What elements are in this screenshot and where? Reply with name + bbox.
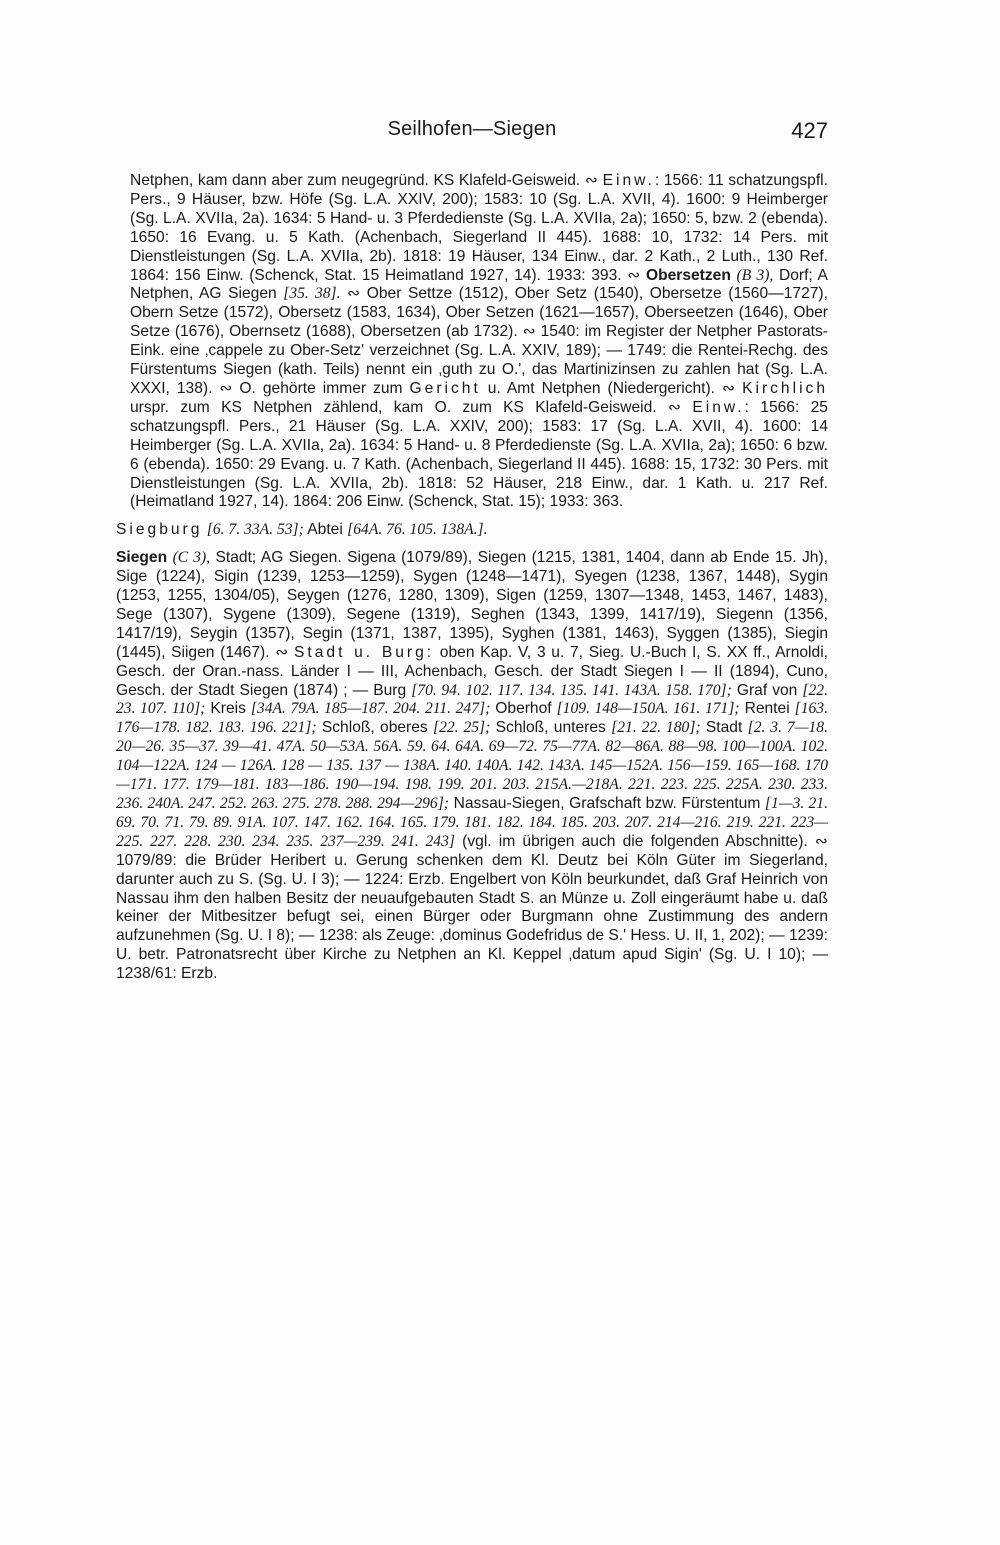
entry-text: Netphen, kam dann aber zum neugegründ. KS Klafeld-Geisweid. ∾ <box>130 172 598 189</box>
entry-netphen-continuation <box>116 172 828 512</box>
entry-text: ∾ Ober Settze (1512), Ober Setz (1540), Obersetze (1560—1727), Obern Setze (1572), Obersetz (1583, 1634), Ober Setzen (1621—1657), Oberseetzen (1646), Ober Setze (1676), Obernsetz (1688), Obersetzen (ab 1732). ∾ 1540: im Register der Netpher Pastorats-Eink. eine ‚cappele zu Ober-Setz' verzeichnet (Sg. L.A. XXIV, 189); — 1749: die Rentei-Rechg. des Fürstentums Siegen (kath. Teils) nennt ein ‚guth zu O.', das Martinizinsen zu zahlen hat (Sg. L.A. XXXI, 138). ∾ O. gehörte immer zum <box>130 285 828 397</box>
map-refs: [34A. 79A. 185—187. 204. 211. 247]; <box>250 700 491 718</box>
map-refs: [22. 25]; <box>433 719 491 737</box>
map-grid-ref: (B 3), <box>736 266 774 284</box>
spaced-label-einw: Einw. <box>692 398 745 416</box>
entry-keyword-siegburg: Siegburg <box>116 521 203 539</box>
map-refs: [2. 3. 7—18. 20—26. 35—37. 39—41. 47A. 50—53A. 56A. 59. 64. 64A. 69—72. 75—77A. 82—86A. 88—98. 100—100A. 102. 104—122A. 124 — 126A. 128 — 135. 137 — 138A. 140. 140A. 142. 143A. 145—152A. 156—159. 165—168. 170—171. 177. 179—181. 183—186. 190—194. 198. 199. 201. 203. 215A.—218A. 221. 223. 225. 225A. 230. 233. 236. 240A. 247. 252. 263. 275. 278. 288. 294—296]; <box>116 719 828 812</box>
entry-text: u. Amt Netphen (Niedergericht). ∾ <box>487 379 736 397</box>
map-refs: [109. 148—150A. 161. 171]; <box>556 700 740 718</box>
map-refs: [1—3. 21. 69. 70. 71. 79. 89. 91A. 107. 147. 162. 164. 165. 179. 181. 182. 184. 185. 203. 207. 214—216. 219. 221. 223—225. 227. 228. 230. 234. 235. 237—239. 241. 243] <box>116 795 828 850</box>
map-grid-ref: (C 3), <box>172 549 211 567</box>
map-refs: [21. 22. 180]; <box>611 719 701 737</box>
page-body <box>116 172 828 984</box>
entry-text: : 1566: 11 schatzungspfl. Pers., 9 Häuser, bzw. Höfe (Sg. L.A. XXIV, 200); 1583: 10 (Sg. L.A. XVII, 4). 1600: 9 Heimberger (Sg. L.A. XVIIa, 2a). 1634: 5 Hand- u. 3 Pferdedienste (Sg. L.A. XVIIa, 2a); 1650: 5, bzw. 2 (ebenda). 1650: 16 Evang. u. 5 Kath. (Achenbach, Siegerland II 445). 1688: 10, 1732: 14 Pers. mit Dienstleistungen (Sg. L.A. XVIIa, 2b). 1818: 19 Häuser, 134 Einw., dar. 2 Kath., 2 Luth., 130 Ref. 1864: 156 Einw. (Schenck, Stat. 15 Heimatland 1927, 14). 1933: 393. ∾ <box>130 172 828 284</box>
page-number: 427 <box>791 118 828 143</box>
entry-text: Stadt; AG Siegen. Sigena (1079/89), Siegen (1215, 1381, 1404, dann ab Ende 15. Jh), Sige (1224), Sigin (1239, 1253—1259), Sygen (1248—1471), Syegen (1238, 1367, 1448), Sygin (1253, 1255, 1304/05), Seygen (1276, 1280, 1309), Sigen (1259, 1307—1348, 1453, 1467, 1483), Sege (1307), Sygene (1309), Segene (1319), Seghen (1343, 1399, 1417/19), Siegenn (1356, 1417/19), Seygin (1357), Segin (1371, 1387, 1395), Syghen (1381, 1463), Syggen (1385), Siegin (1445), Siigen (1467). ∾ <box>116 549 828 661</box>
map-refs: [70. 94. 102. 117. 134. 135. 141. 143A. 158. 170]; <box>411 681 732 699</box>
map-refs: [22. 23. 107. 110]; <box>116 681 828 718</box>
entry-text: Stadt <box>705 719 743 737</box>
map-refs: [163. 176—178. 182. 183. 196. 221]; <box>116 700 828 737</box>
entry-keyword-siegen: Siegen <box>116 549 168 567</box>
entry-text: Abtei <box>307 521 343 539</box>
spaced-label-kirchlich: Kirchlich <box>742 379 829 397</box>
spaced-label-gericht: Gericht <box>409 379 481 397</box>
entry-siegen <box>116 549 828 984</box>
map-refs: [64A. 76. 105. 138A.]. <box>347 521 488 539</box>
entry-text: : 1566: 25 schatzungspfl. Pers., 21 Häuser (Sg. L.A. XXIV, 200); 1583: 17 (Sg. L.A. XVII, 4). 1600: 14 Heimberger (Sg. L.A. XVIIa, 2a). 1634: 5 Hand- u. 8 Pferdedienste (Sg. L.A. XVIIa, 2a); 1650: 6 bzw. 6 (ebenda). 1650: 29 Evang. u. 7 Kath. (Achenbach, Siegerland II 445). 1688: 15, 1732: 30 Pers. mit Dienstleistungen (Sg. L.A. XVIIa, 2b). 1818: 52 Häuser, 218 Einw., dar. 1 Kath. u. 217 Ref. (Heimatland 1927, 14). 1864: 206 Einw. (Schenck, Stat. 15); 1933: 363. <box>130 398 828 511</box>
entry-text: Schloß, unteres <box>495 719 606 737</box>
spaced-label-einw: Einw. <box>602 172 655 189</box>
map-refs: [6. 7. 33A. 53]; <box>206 521 304 539</box>
page-header <box>116 118 828 152</box>
entry-keyword-obersetzen: Obersetzen <box>645 266 731 284</box>
entry-text: Kreis <box>210 700 246 718</box>
entry-text: Nassau-Siegen, Grafschaft bzw. Fürstentum <box>453 795 761 812</box>
running-title: Seilhofen—Siegen <box>387 118 557 140</box>
entry-siegburg <box>116 521 828 540</box>
spaced-label-stadt-burg: Stadt u. Burg: <box>294 643 435 661</box>
map-refs: [35. 38]. <box>283 285 341 303</box>
entry-text: (vgl. im übrigen auch die folgenden Abschnitte). ∾ 1079/89: die Brüder Heribert u. Gerung schenken dem Kl. Deutz bei Köln Güter im Siegerland, darunter auch zu S. (Sg. U. I 3); — 1224: Erzb. Engelbert von Köln beurkundet, daß Graf Heinrich von Nassau ihm den halben Besitz der neuaufgebauten Stadt S. an Münze u. Zoll eingeräumt habe u. daß keiner der Mitbesitzer befugt sei, einen Bürger oder Burgmann ohne Zustimmung des andern aufzunehmen (Sg. U. I 8); — 1238: als Zeuge: ‚dominus Godefridus de S.' Hess. U. II, 1, 202); — 1239: U. betr. Patronatsrecht über Kirche zu Netphen an Kl. Keppel ‚datum apud Sigin' (Sg. U. I 10); — 1238/61: Erzb. <box>116 832 828 983</box>
entry-text: urspr. zum KS Netphen zählend, kam O. zum KS Klafeld-Geisweid. ∾ <box>130 398 682 416</box>
entry-text: Oberhof <box>495 700 552 718</box>
entry-text: oben Kap. V, 3 u. 7, Sieg. U.-Buch I, S. XX ff., Arnoldi, Gesch. der Oran.-nass. Länder I — III, Achenbach, Gesch. der Stadt Siegen I — II (1894), Cuno, Gesch. der Stadt Siegen (1874) ; — Burg <box>116 643 828 699</box>
entry-text: Schloß, oberes <box>321 719 428 737</box>
entry-text: Dorf; A Netphen, AG Siegen <box>130 266 828 303</box>
entry-text: Graf von <box>736 681 798 699</box>
entry-text: Rentei <box>744 700 790 718</box>
